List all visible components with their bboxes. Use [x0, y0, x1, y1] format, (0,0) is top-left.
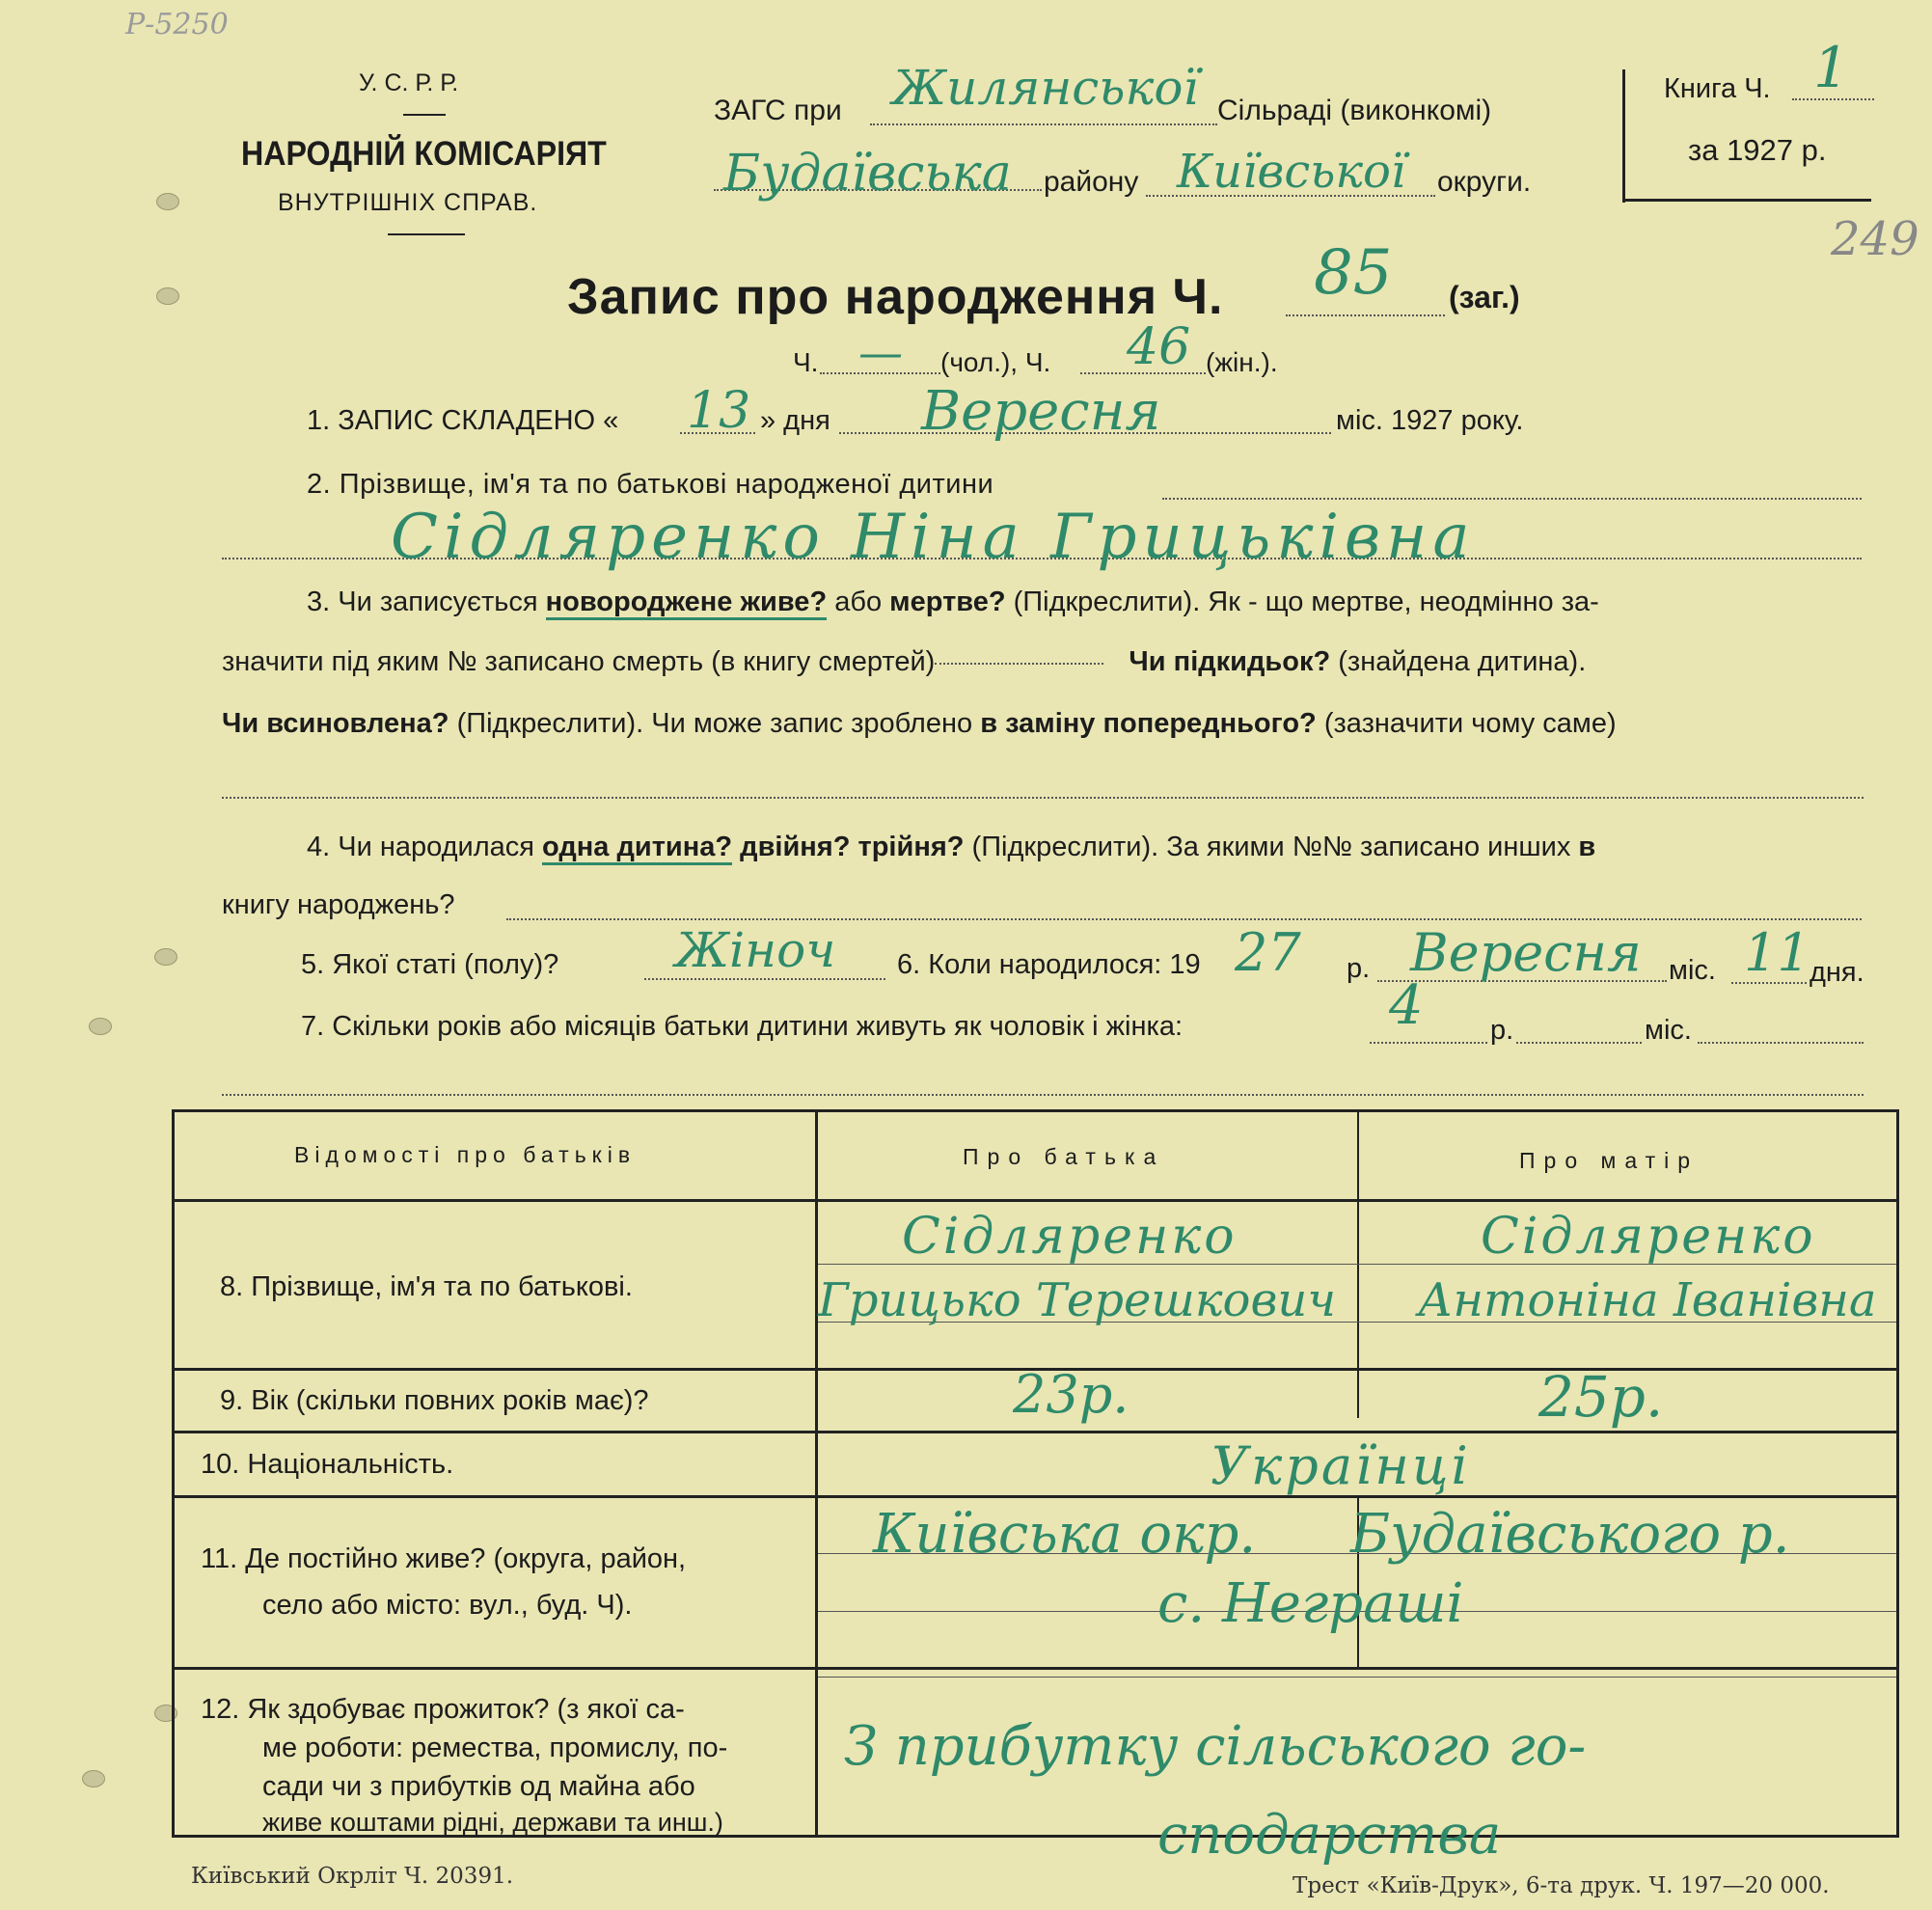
dotted-line: [1370, 1042, 1487, 1044]
page-title: Запис про народження Ч.: [567, 269, 1224, 325]
father-surname: Сідляренко: [902, 1208, 1238, 1266]
item4-v: в: [1578, 832, 1596, 862]
table-row-divider: [172, 1495, 1898, 1498]
table-row-divider: [172, 1667, 1898, 1670]
punch-hole: [82, 1770, 105, 1787]
item3-or: або: [834, 587, 883, 617]
item3-reason: (зазначити чому саме): [1323, 708, 1617, 739]
mother-surname: Сідляренко: [1481, 1208, 1816, 1266]
book-year: за 1927 р.: [1688, 133, 1827, 167]
row11-label-2: село або місто: вул., буд. Ч).: [262, 1590, 633, 1621]
item4-twins: двійня?: [740, 832, 851, 862]
item6-mis: міс.: [1669, 955, 1716, 986]
item3-line2: [222, 646, 1586, 678]
residence-okruha: Київська окр.: [873, 1503, 1257, 1566]
dotted-line: [1516, 1042, 1642, 1044]
item3-alive: новороджене живе?: [546, 587, 828, 620]
row11-label-1: 11. Де постійно живе? (округа, район,: [201, 1543, 687, 1574]
archive-note: Р-5250: [125, 8, 229, 41]
birth-year: 27: [1235, 922, 1301, 983]
item3-death-no: значити під яким № записано смерть (в книгу смертей): [222, 646, 936, 677]
row8-label: 8. Прізвище, ім'я та по батькові.: [220, 1271, 633, 1302]
commissariat-label: НАРОДНІЙ КОМІСАРІЯТ: [241, 135, 607, 173]
dotted-line: [506, 918, 1862, 920]
usrr-label: У. С. Р. Р.: [359, 69, 459, 96]
item4-prefix: 4. Чи народилася: [307, 832, 534, 862]
mother-name: Антоніна Іванівна: [1418, 1273, 1877, 1327]
record-number: 85: [1314, 237, 1393, 309]
item7-r: р.: [1490, 1015, 1514, 1046]
row12-label-4: живе коштами рідні, держави та инш.): [262, 1808, 723, 1837]
dotted-line: [644, 978, 885, 980]
table-col-divider: [815, 1109, 818, 1838]
married-years: 4: [1389, 974, 1424, 1037]
item1-label: 1. ЗАПИС СКЛАДЕНО «: [307, 405, 619, 436]
item6-dnya: дня.: [1810, 957, 1864, 988]
residence-village: с. Неграші: [1157, 1572, 1464, 1635]
item7-label: 7. Скільки років або місяців батьки дитини живуть як чоловік і жінка:: [301, 1011, 1184, 1042]
zags-village-hw: Жилянської: [892, 60, 1199, 116]
writing-line: [818, 1677, 1896, 1678]
item1-dnya: » дня: [760, 405, 830, 436]
birth-month: Вересня: [1410, 922, 1642, 983]
dotted-line: [870, 123, 1217, 125]
item3-prefix: 3. Чи записується: [307, 587, 538, 617]
dotted-line: [1698, 1042, 1864, 1044]
table-row-divider: [172, 1199, 1898, 1202]
table-head-mother: Про матір: [1519, 1148, 1700, 1173]
book-number: 1: [1813, 35, 1849, 100]
female-label: (жін.).: [1206, 347, 1278, 377]
father-name: Грицько Терешкович: [818, 1273, 1337, 1327]
ch-label: Ч.: [793, 347, 819, 377]
zags-prefix: ЗАГС при: [714, 95, 842, 126]
item4-line1: [307, 832, 1595, 863]
row12-label-2: ме роботи: ремества, промислу, по-: [262, 1733, 728, 1763]
item3-replacement: в заміну попереднього?: [980, 708, 1317, 739]
row12-label-1: 12. Як здобуває прожиток? (з якої са-: [201, 1694, 685, 1725]
dotted-line: [222, 1094, 1864, 1096]
book-box-border: [1622, 69, 1625, 203]
item6-r: р.: [1347, 953, 1371, 984]
male-label: (чол.), Ч.: [940, 347, 1051, 377]
punch-hole: [156, 287, 179, 305]
item3-dead: мертве?: [889, 587, 1006, 617]
table-head-info: Відомості про батьків: [294, 1142, 637, 1167]
footer-right: Трест «Київ-Друк», 6-та друк. Ч. 197—20 000.: [1293, 1873, 1830, 1898]
table-border: [172, 1109, 175, 1838]
book-label: Книга Ч.: [1664, 73, 1771, 104]
item5-label: 5. Якої статі (полу)?: [301, 949, 559, 980]
punch-hole: [89, 1018, 112, 1035]
child-name: Сідляренко Ніна Грицьківна: [391, 502, 1476, 573]
item3-line3: [222, 708, 1617, 740]
item4-single: одна дитина?: [542, 832, 732, 865]
title-zag: (заг.): [1449, 280, 1520, 314]
item7-mis: міс.: [1645, 1015, 1692, 1046]
father-age: 23р.: [1013, 1364, 1129, 1425]
item3-instruction: (Підкреслити). Як - що мертве, неодмінно за-: [1013, 587, 1599, 617]
item3-adopted: Чи всиновлена?: [222, 708, 449, 739]
record-month: Вересня: [921, 380, 1161, 443]
okruha-label: округи.: [1437, 166, 1532, 198]
internal-affairs-label: ВНУТРІШНІХ СПРАВ.: [278, 189, 538, 216]
district-label: району: [1044, 166, 1139, 198]
row9-label: 9. Вік (скільки повних років має)?: [220, 1385, 649, 1416]
table-row-divider: [172, 1431, 1898, 1433]
table-border: [1896, 1109, 1899, 1838]
dotted-line: [1162, 498, 1862, 500]
punch-hole: [154, 948, 177, 966]
divider: [388, 233, 465, 235]
item3-found-note: (знайдена дитина).: [1338, 646, 1587, 677]
livelihood-1: З прибутку сільського го-: [844, 1715, 1587, 1778]
item2-label: 2. Прізвище, ім'я та по батькові народженої дитини: [307, 469, 994, 500]
female-count: 46: [1127, 318, 1191, 376]
divider: [403, 114, 446, 116]
male-count: —: [858, 326, 903, 378]
residence-district: Будаївського р.: [1350, 1503, 1790, 1566]
council-label: Сільраді (виконкомі): [1217, 95, 1492, 126]
table-border: [172, 1109, 1898, 1112]
item3-replace-q: (Підкреслити). Чи може запис зроблено: [456, 708, 973, 739]
row10-label: 10. Національність.: [201, 1449, 454, 1480]
item1-year: міс. 1927 року.: [1336, 405, 1524, 436]
child-sex: Жіноч: [675, 922, 836, 978]
item6-label: 6. Коли народилося: 19: [897, 949, 1201, 980]
footer-left: Київський Окрліт Ч. 20391.: [191, 1864, 514, 1889]
book-box-border: [1622, 199, 1871, 202]
birth-day: 11: [1744, 922, 1810, 983]
item4-instruction: (Підкреслити). За якими №№ записано инших: [971, 832, 1571, 862]
item3-foundling: Чи підкидьок?: [1129, 646, 1331, 677]
district-hw: Будаївська: [723, 145, 1012, 203]
item4-line2: книгу народжень?: [222, 889, 455, 920]
dotted-line: [222, 797, 1864, 799]
okruha-hw: Київської: [1177, 145, 1406, 199]
page-number: 249: [1831, 212, 1919, 266]
record-day: 13: [687, 382, 751, 440]
mother-age: 25р.: [1538, 1364, 1664, 1430]
table-head-father: Про батька: [963, 1144, 1165, 1169]
nationality: Українці: [1211, 1435, 1471, 1496]
punch-hole: [156, 193, 179, 210]
item3-text: [307, 587, 1599, 618]
livelihood-2: сподарства: [1157, 1804, 1502, 1867]
dotted-line: [1286, 314, 1445, 316]
row12-label-3: сади чи з прибутків од майна або: [262, 1771, 695, 1802]
item4-triplets: трійня?: [857, 832, 965, 862]
